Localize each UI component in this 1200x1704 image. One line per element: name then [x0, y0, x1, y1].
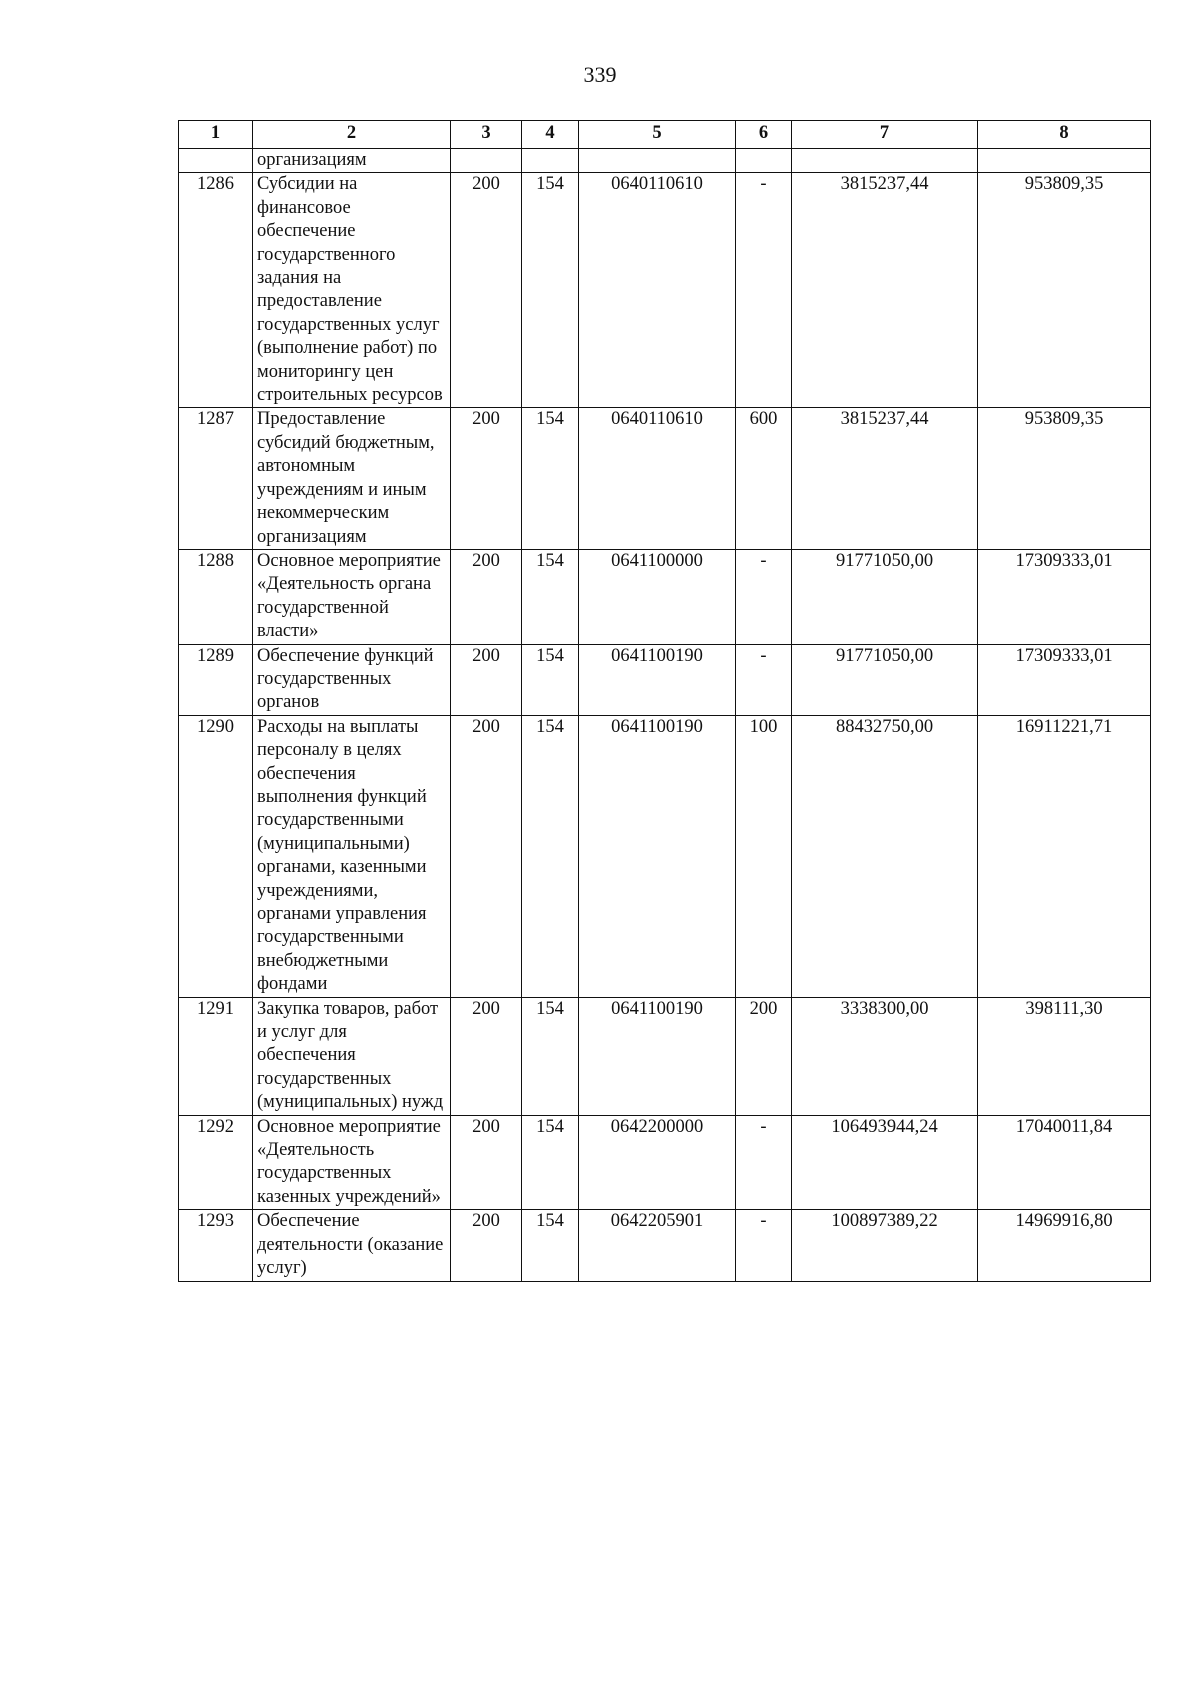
row-col-6: -	[736, 549, 792, 644]
row-col-3: 200	[451, 549, 522, 644]
row-number: 1290	[179, 715, 253, 997]
continuation-cell-4	[522, 149, 579, 173]
row-description: Обеспечение функций государственных органов	[253, 644, 451, 715]
row-col-6: -	[736, 1115, 792, 1210]
row-number: 1292	[179, 1115, 253, 1210]
row-description: Основное мероприятие «Деятельность государственных казенных учреждений»	[253, 1115, 451, 1210]
table-row	[179, 408, 1151, 549]
row-amount-8: 398111,30	[978, 997, 1151, 1115]
row-code: 0640110610	[579, 173, 736, 408]
row-col-3: 200	[451, 715, 522, 997]
row-col-4: 154	[522, 715, 579, 997]
header-col-2: 2	[253, 121, 451, 149]
continuation-cell-1	[179, 149, 253, 173]
row-amount-8: 17309333,01	[978, 549, 1151, 644]
table-row	[179, 644, 1151, 715]
row-col-6: -	[736, 1210, 792, 1281]
row-amount-8: 16911221,71	[978, 715, 1151, 997]
table-row	[179, 173, 1151, 408]
row-amount-8: 14969916,80	[978, 1210, 1151, 1281]
continuation-cell-7	[792, 149, 978, 173]
continuation-cell-3	[451, 149, 522, 173]
row-description: Обеспечение деятельности (оказание услуг)	[253, 1210, 451, 1281]
row-number: 1287	[179, 408, 253, 549]
row-amount-8: 17309333,01	[978, 644, 1151, 715]
row-col-4: 154	[522, 549, 579, 644]
row-description: Предоставление субсидий бюджетным, автономным учреждениям и иным некоммерческим организациям	[253, 408, 451, 549]
row-code: 0642205901	[579, 1210, 736, 1281]
row-col-4: 154	[522, 173, 579, 408]
row-col-6: 100	[736, 715, 792, 997]
row-number: 1289	[179, 644, 253, 715]
row-col-3: 200	[451, 1210, 522, 1281]
row-number: 1286	[179, 173, 253, 408]
table-row	[179, 715, 1151, 997]
row-number: 1293	[179, 1210, 253, 1281]
header-row	[179, 121, 1151, 149]
header-col-6: 6	[736, 121, 792, 149]
row-col-4: 154	[522, 997, 579, 1115]
row-amount-7: 100897389,22	[792, 1210, 978, 1281]
row-col-3: 200	[451, 408, 522, 549]
row-col-4: 154	[522, 644, 579, 715]
row-col-6: -	[736, 644, 792, 715]
row-code: 0641100190	[579, 644, 736, 715]
table-row	[179, 1115, 1151, 1210]
row-number: 1291	[179, 997, 253, 1115]
row-code: 0640110610	[579, 408, 736, 549]
row-col-6: -	[736, 173, 792, 408]
continuation-row	[179, 149, 1151, 173]
row-col-6: 600	[736, 408, 792, 549]
row-amount-7: 88432750,00	[792, 715, 978, 997]
table-row	[179, 997, 1151, 1115]
header-col-7: 7	[792, 121, 978, 149]
row-code: 0641100000	[579, 549, 736, 644]
table-row	[179, 1210, 1151, 1281]
row-col-4: 154	[522, 408, 579, 549]
row-col-4: 154	[522, 1115, 579, 1210]
row-description: Основное мероприятие «Деятельность органа государственной власти»	[253, 549, 451, 644]
row-col-3: 200	[451, 173, 522, 408]
row-amount-7: 3815237,44	[792, 173, 978, 408]
row-description: Расходы на выплаты персоналу в целях обеспечения выполнения функций государственными (муниципальными) органами, казенными учреждениями, органами управления государственными внебюджетными фондами	[253, 715, 451, 997]
header-col-3: 3	[451, 121, 522, 149]
row-col-3: 200	[451, 644, 522, 715]
row-amount-7: 91771050,00	[792, 644, 978, 715]
row-amount-8: 953809,35	[978, 173, 1151, 408]
page-number: 339	[583, 62, 617, 87]
row-col-3: 200	[451, 1115, 522, 1210]
row-amount-7: 3338300,00	[792, 997, 978, 1115]
header-col-5: 5	[579, 121, 736, 149]
continuation-cell-8	[978, 149, 1151, 173]
budget-table	[178, 120, 1151, 1282]
row-code: 0641100190	[579, 997, 736, 1115]
table-row	[179, 549, 1151, 644]
continuation-text: организациям	[253, 149, 451, 173]
row-code: 0642200000	[579, 1115, 736, 1210]
row-col-4: 154	[522, 1210, 579, 1281]
row-amount-8: 17040011,84	[978, 1115, 1151, 1210]
continuation-cell-5	[579, 149, 736, 173]
row-amount-7: 106493944,24	[792, 1115, 978, 1210]
row-description: Закупка товаров, работ и услуг для обеспечения государственных (муниципальных) нужд	[253, 997, 451, 1115]
row-amount-7: 91771050,00	[792, 549, 978, 644]
row-amount-7: 3815237,44	[792, 408, 978, 549]
header-col-8: 8	[978, 121, 1151, 149]
row-col-3: 200	[451, 997, 522, 1115]
row-code: 0641100190	[579, 715, 736, 997]
row-amount-8: 953809,35	[978, 408, 1151, 549]
header-col-4: 4	[522, 121, 579, 149]
header-col-1: 1	[179, 121, 253, 149]
continuation-cell-6	[736, 149, 792, 173]
row-col-6: 200	[736, 997, 792, 1115]
row-description: Субсидии на финансовое обеспечение государственного задания на предоставление государственных услуг (выполнение работ) по мониторингу цен строительных ресурсов	[253, 173, 451, 408]
row-number: 1288	[179, 549, 253, 644]
